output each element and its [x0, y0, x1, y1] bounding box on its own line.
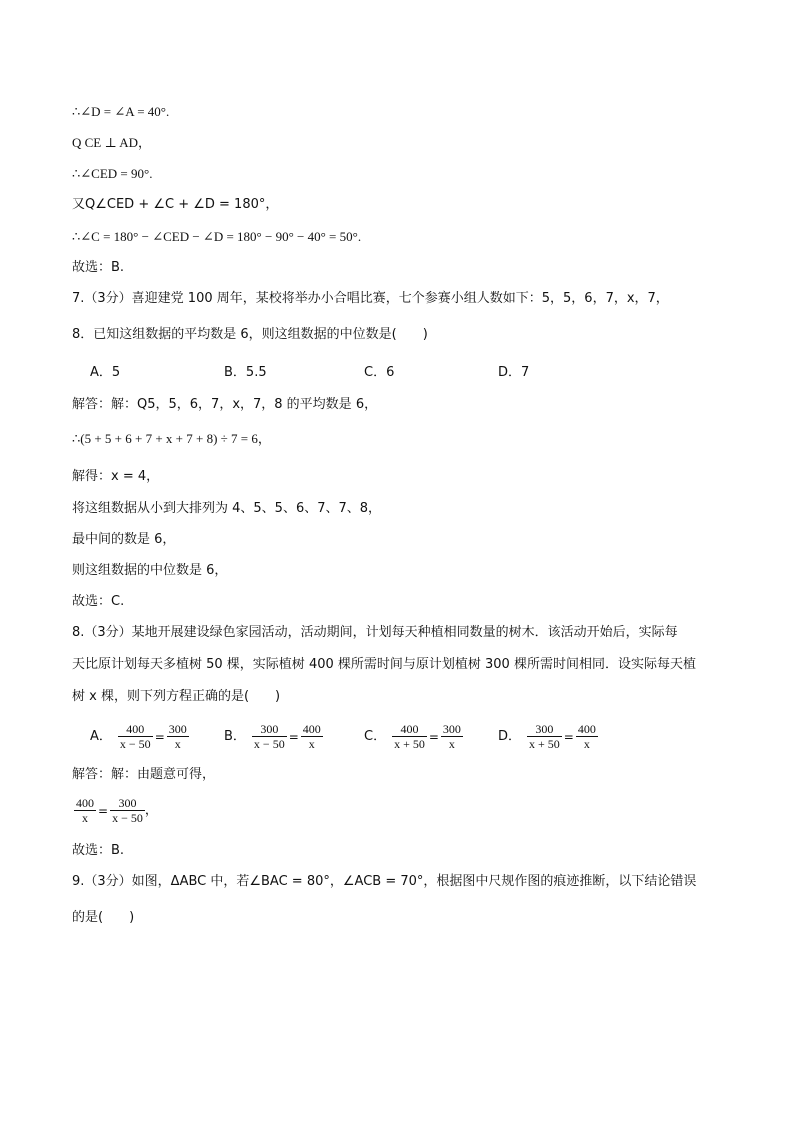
option-a: A．5 [90, 365, 121, 380]
option-c: C．6 [364, 365, 395, 380]
option-label: C． [364, 728, 387, 744]
option-d: D． $\frac{300}{x + 50}$ = $\frac{400}{x}$ [498, 722, 596, 751]
q7-solution-line-3: 解得：x = 4， [72, 469, 160, 484]
question-7-text-line-2: 8．已知这组数据的平均数是 6，则这组数据的中位数是( ) [72, 327, 428, 342]
q7-solution-line-2: ∴(5 + 5 + 6 + 7 + x + 7 + 8) ÷ 7 = 6， [72, 431, 271, 446]
question-9-text-line-2: 的是( ) [72, 910, 135, 925]
answer-q6: 故选：B. [72, 260, 125, 275]
fraction-right: $\frac{300}{x - 50}$ [112, 796, 143, 825]
solution-step-4: 又Q∠CED + ∠C + ∠D = 180°， [72, 197, 279, 212]
solution-step-2: Q CE ⊥ AD， [72, 135, 152, 150]
question-8-options [90, 722, 730, 758]
fraction-right: $\frac{400}{x}$ [302, 722, 321, 751]
q8-solution-line-1: 解答：解：由题意可得， [72, 767, 216, 782]
q7-solution-line-5: 最中间的数是 6， [72, 532, 176, 547]
fraction-left: $\frac{400}{x}$ [76, 796, 94, 825]
question-8-text-line-2: 天比原计划每天多植树 50 棵，实际植树 400 棵所需时间与原计划植树 300 棵所需时间相同．设实际每天植 [72, 657, 696, 672]
option-b: B． $\frac{300}{x - 50}$ = $\frac{400}{x}$ [224, 722, 321, 751]
option-label: D． [498, 728, 522, 744]
fraction-left: $\frac{300}{x + 50}$ [529, 722, 560, 751]
option-label: B． [224, 728, 246, 744]
fraction-right: $\frac{300}{x}$ [168, 722, 187, 751]
option-a: A． $\frac{400}{x - 50}$ = $\frac{300}{x}$ [90, 722, 187, 751]
q7-solution-line-4: 将这组数据从小到大排列为 4、5、5、6、7、7、8， [72, 501, 382, 516]
fraction-left: $\frac{400}{x - 50}$ [119, 722, 151, 751]
question-9-text-line-1: 9.（3分）如图，ΔABC 中，若∠BAC = 80°，∠ACB = 70°，根据图中尺规作图的痕迹推断，以下结论错误 [72, 874, 697, 889]
q7-solution-line-1: 解答：解：Q5，5，6，7，x，7，8 的平均数是 6， [72, 397, 378, 412]
fraction-right: $\frac{300}{x}$ [442, 722, 461, 751]
option-c: C． $\frac{400}{x + 50}$ = $\frac{300}{x}$ [364, 722, 461, 751]
answer-q8: 故选：B. [72, 843, 125, 858]
answer-q7: 故选：C. [72, 594, 125, 609]
solution-step-1: ∴∠D = ∠A = 40°. [72, 104, 170, 119]
solution-step-3: ∴∠CED = 90°. [72, 166, 153, 181]
q8-solution-equation: $\frac{400}{x}$ = $\frac{300}{x - 50}$ ， [76, 796, 158, 825]
question-8-text-line-1: 8.（3分）某地开展建设绿色家园活动，活动期间，计划每天种植相同数量的树木．该活动开始后，实际每 [72, 625, 678, 640]
solution-step-5: ∴∠C = 180° − ∠CED − ∠D = 180° − 90° − 40° = 50°. [72, 229, 362, 244]
option-label: A． [90, 728, 112, 744]
option-d: D．7 [498, 365, 530, 380]
fraction-left: $\frac{300}{x - 50}$ [253, 722, 285, 751]
fraction-left: $\frac{400}{x + 50}$ [394, 722, 425, 751]
option-b: B．5.5 [224, 365, 267, 380]
question-8-text-line-3: 树 x 棵，则下列方程正确的是( ) [72, 689, 281, 704]
q7-solution-line-6: 则这组数据的中位数是 6， [72, 563, 228, 578]
question-7-text-line-1: 7.（3分）喜迎建党 100 周年，某校将举办小合唱比赛，七个参赛小组人数如下：5，5，6，7，x，7， [72, 291, 669, 306]
fraction-right: $\frac{400}{x}$ [577, 722, 596, 751]
question-7-options [90, 364, 690, 382]
